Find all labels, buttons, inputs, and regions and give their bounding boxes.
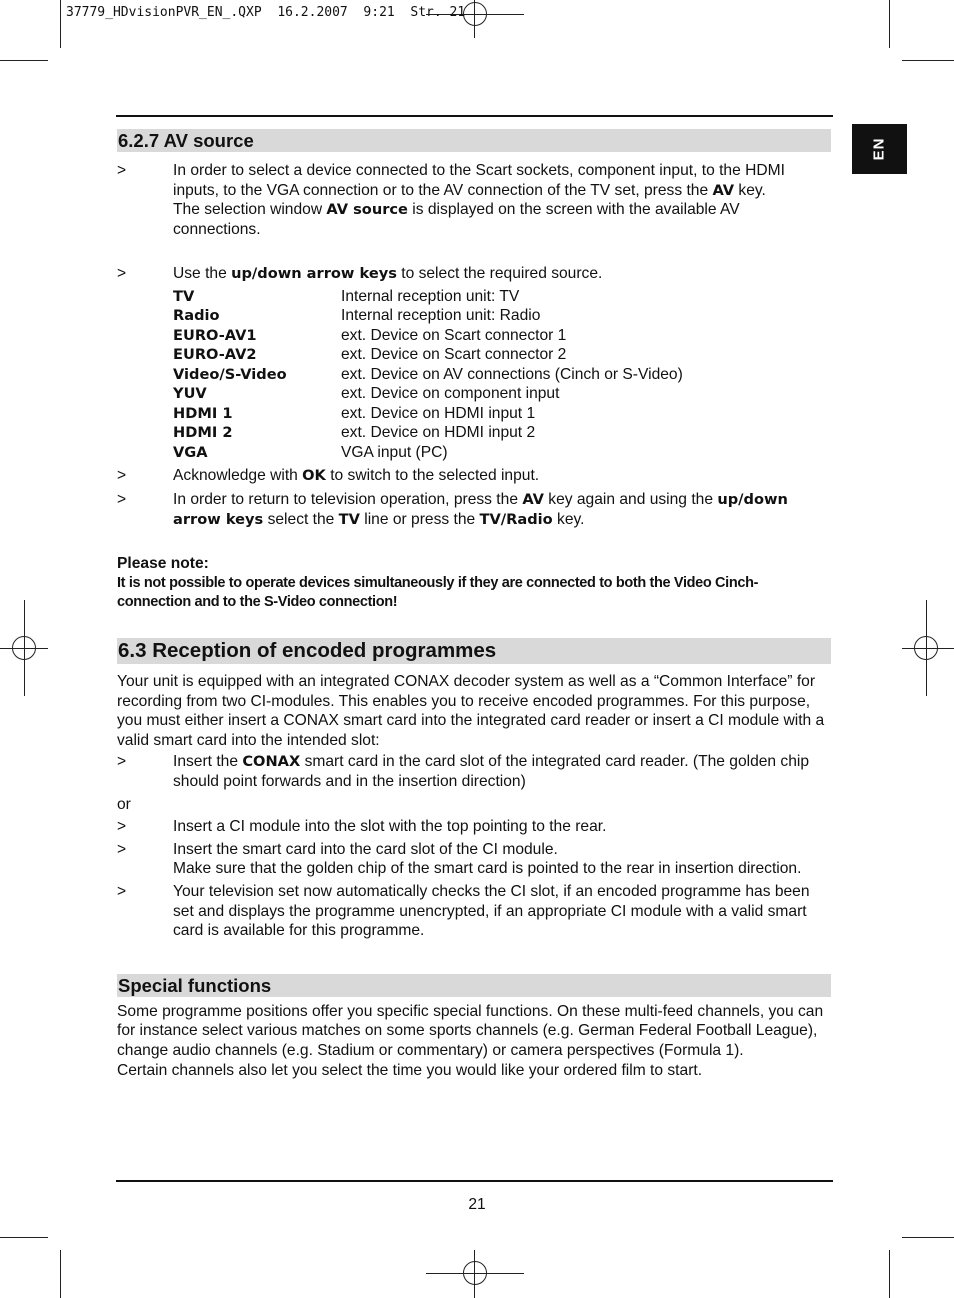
step-text: The selection window AV source is displayed on the screen with the available AV connections. [173, 201, 740, 238]
step-text: Make sure that the golden chip of the smart card is pointed to the rear in insertion direction. [173, 860, 802, 878]
reception-step-ci-module [117, 817, 831, 837]
registration-mark [902, 600, 954, 696]
reception-step-auto-check [117, 882, 831, 941]
bullet: > [117, 753, 127, 771]
av-source-key: HDMI 2 [173, 424, 233, 442]
av-source-description: ext. Device on HDMI input 2 [341, 424, 536, 442]
reception-step-smart-card [117, 840, 831, 879]
bullet: > [117, 882, 127, 900]
av-source-row [173, 306, 683, 326]
av-source-key: TV [173, 287, 195, 305]
bullet: > [117, 467, 127, 485]
av-source-row [173, 404, 683, 424]
reception-heading: 6.3 Reception of encoded programmes [117, 638, 831, 664]
crop-mark [0, 60, 48, 61]
registration-mark [426, 1250, 524, 1298]
bullet: > [117, 491, 127, 509]
av-source-row [173, 423, 683, 443]
crop-mark [902, 1237, 954, 1238]
av-source-key: EURO-AV2 [173, 346, 257, 364]
bottom-rule [116, 1180, 833, 1182]
crop-mark [60, 1250, 61, 1298]
crop-mark [889, 0, 890, 48]
av-source-key: VGA [173, 443, 208, 461]
av-step-select-device [117, 161, 831, 239]
note-title: Please note: [117, 555, 209, 573]
bullet: > [117, 162, 127, 179]
bullet: > [117, 818, 127, 836]
registration-mark [0, 600, 48, 696]
av-source-description: ext. Device on Scart connector 2 [341, 346, 567, 364]
note-body: It is not possible to operate devices simultaneously if they are connected to both the Video Cinch-connection and to the S-Video connection! [117, 574, 759, 611]
av-source-description: ext. Device on HDMI input 1 [341, 404, 536, 422]
step-text: Insert a CI module into the slot with the top pointing to the rear. [173, 818, 607, 836]
step-text: Your television set now automatically checks the CI slot, if an encoded programme has been set and displays the programme unencrypted, if an appropriate CI module with a valid smart card is available for this programme. [173, 882, 810, 940]
av-source-key: HDMI 1 [173, 404, 233, 422]
step-text: In order to select a device connected to the Scart sockets, component input, to the HDMI inputs, to the VGA connection or to the AV connection of the TV set, press the AV key. [173, 162, 785, 199]
page-content [117, 129, 831, 1080]
av-source-description: ext. Device on AV connections (Cinch or S-Video) [341, 365, 683, 383]
crop-mark [889, 1250, 890, 1298]
special-functions-heading: Special functions [117, 974, 831, 997]
reception-intro: Your unit is equipped with an integrated CONAX decoder system as well as a “Common Interface” for recording from two CI-modules. This enables you to receive encoded programmes. For this purpose, you must either insert a CONAX smart card into the integrated card reader or insert a CI module with a valid smart card into the intended slot: [117, 673, 825, 749]
crop-mark [60, 0, 61, 48]
crop-mark [902, 60, 954, 61]
print-slug: 37779_HDvisionPVR_EN_.QXP 16.2.2007 9:21 Str. 21 [66, 5, 466, 20]
av-source-key: Video/S-Video [173, 365, 287, 383]
av-source-row [173, 326, 683, 346]
av-source-row [173, 365, 683, 385]
av-source-row [173, 345, 683, 365]
or-text: or [117, 795, 131, 813]
av-source-row [173, 384, 683, 404]
av-source-description: Internal reception unit: Radio [341, 307, 541, 325]
language-tab [852, 124, 907, 174]
special-functions-text: Certain channels also let you select the time you would like your ordered film to start. [117, 1061, 703, 1079]
av-step-acknowledge [117, 466, 831, 486]
reception-step-conax [117, 752, 831, 791]
av-source-description: Internal reception unit: TV [341, 287, 520, 305]
av-source-row [173, 443, 683, 463]
bullet: > [117, 265, 127, 283]
page-number: 21 [468, 1196, 486, 1213]
av-source-key: EURO-AV1 [173, 326, 257, 344]
av-source-table [173, 287, 683, 463]
step-text: Insert the CONAX smart card in the card slot of the integrated card reader. (The golden chip should point forwards and in the insertion direction) [173, 753, 810, 790]
step-text: In order to return to television operation, press the AV key again and using the up/down arrow keys select the TV line or press the TV/Radio key. [173, 491, 788, 528]
top-rule [116, 115, 833, 117]
crop-mark [0, 1237, 48, 1238]
step-text: Use the up/down arrow keys to select the required source. [173, 265, 603, 283]
language-tab-label: EN [870, 137, 888, 161]
av-source-key: YUV [173, 385, 207, 403]
bullet: > [117, 840, 127, 858]
step-text: Insert the smart card into the card slot of the CI module. [173, 840, 558, 858]
av-step-arrow-keys [117, 264, 831, 284]
av-source-heading: 6.2.7 AV source [117, 129, 831, 152]
step-text: Acknowledge with OK to switch to the selected input. [173, 467, 540, 485]
special-functions-text: Some programme positions offer you specific special functions. On these multi-feed channels, you can for instance select various matches on some sports channels (e.g. German Federal Football League), change audio channels (e.g. Stadium or commentary) or camera perspectives (Formula 1). [117, 1002, 824, 1059]
av-source-description: ext. Device on component input [341, 385, 560, 403]
av-source-key: Radio [173, 307, 220, 325]
av-source-description: VGA input (PC) [341, 443, 448, 461]
av-step-return-tv [117, 490, 831, 529]
av-source-description: ext. Device on Scart connector 1 [341, 326, 567, 344]
av-source-row [173, 287, 683, 307]
